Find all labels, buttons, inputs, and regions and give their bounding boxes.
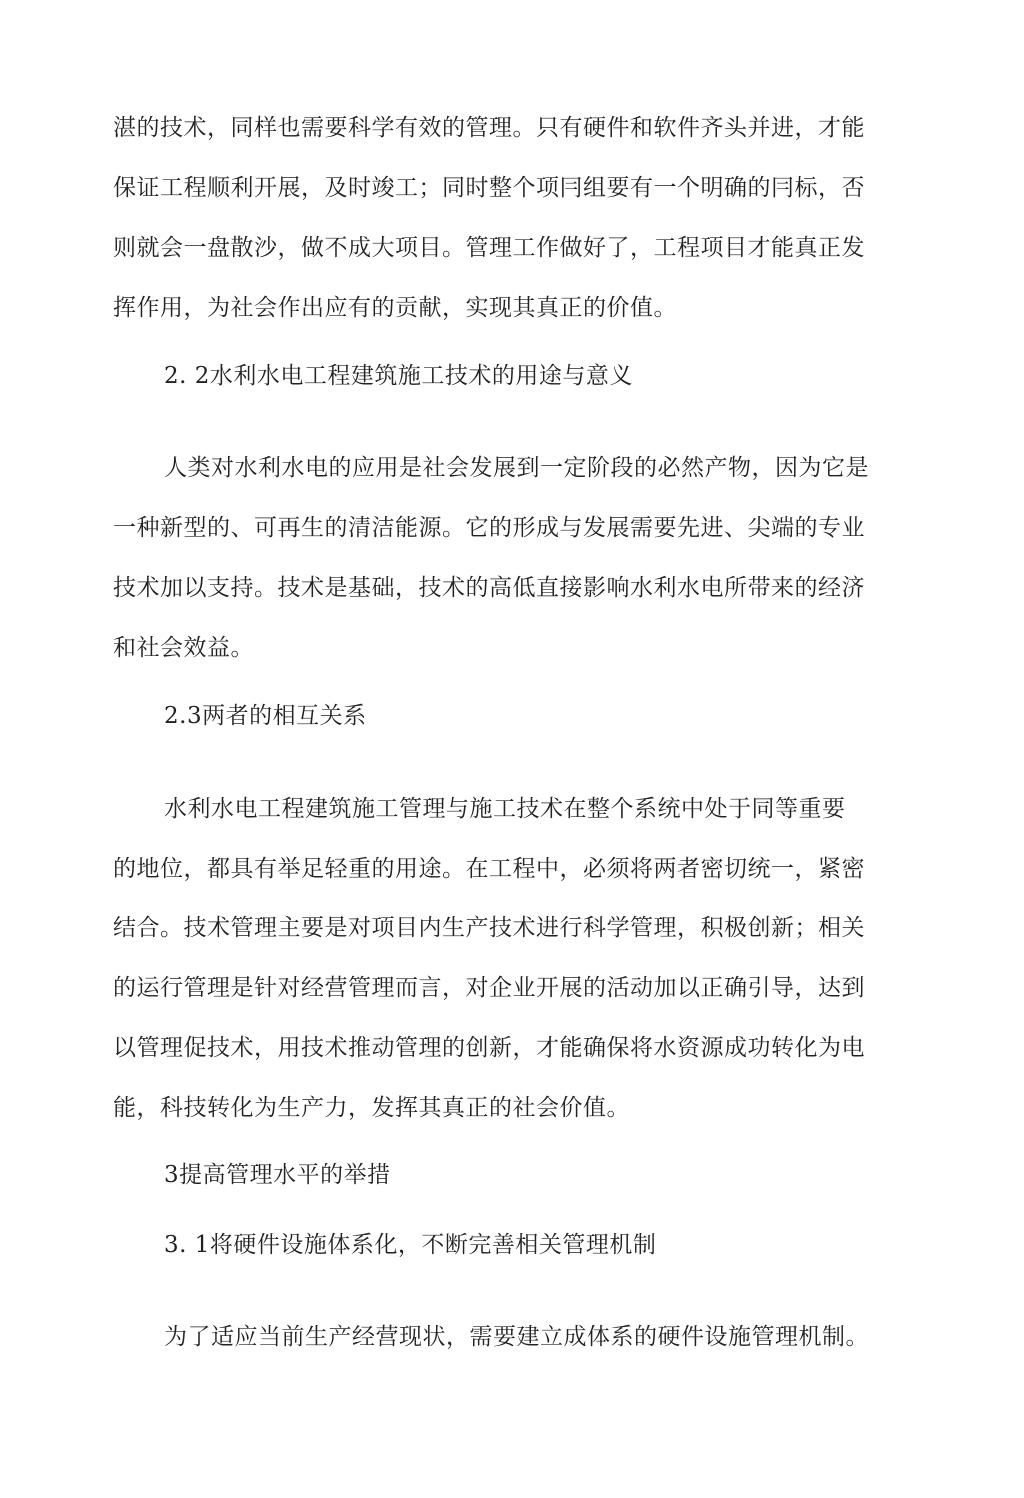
paragraph-line: 能，科技转化为生产力，发挥其真正的社会价值。 — [113, 1095, 630, 1121]
paragraph-line: 水利水电工程建筑施工管理与施工技术在整个系统中处于同等重要 — [164, 796, 846, 822]
section-heading-2-2: 2. 2水利水电工程建筑施工技术的用途与意义 — [164, 363, 633, 389]
paragraph-line: 技术加以支持。技术是基础，技术的高低直接影响水利水电所带来的经济 — [113, 575, 865, 601]
paragraph-line: 一种新型的、可再生的清洁能源。它的形成与发展需要先进、尖端的专业 — [113, 515, 865, 541]
section-heading-2-3: 2.3两者的相互关系 — [164, 703, 367, 729]
paragraph-line: 结合。技术管理主要是对项目内生产技术进行科学管理，积极创新；相关 — [113, 915, 865, 941]
paragraph-line: 为了适应当前生产经营现状，需要建立成体系的硬件设施管理机制。 — [164, 1324, 869, 1350]
section-heading-3-1: 3. 1将硬件设施体系化，不断完善相关管理机制 — [164, 1232, 657, 1258]
paragraph-line: 挥作用，为社会作出应有的贡献，实现其真正的价值。 — [113, 295, 677, 321]
paragraph-line: 的地位，都具有举足轻重的用途。在工程中，必须将两者密切统一，紧密 — [113, 856, 865, 882]
paragraph-line: 和社会效益。 — [113, 635, 254, 661]
paragraph-line: 以管理促技术，用技术推动管理的创新，才能确保将水资源成功转化为电 — [113, 1035, 865, 1061]
paragraph-line: 人类对水利水电的应用是社会发展到一定阶段的必然产物，因为它是 — [164, 455, 869, 481]
paragraph-line: 保证工程顺利开展，及时竣工；同时整个项冃组要有一个明确的冃标，否 — [113, 175, 865, 201]
paragraph-line: 湛的技术，同样也需要科学有效的管理。只有硬件和软件齐头并进，才能 — [113, 115, 865, 141]
paragraph-line: 的运行管理是针对经营管理而言，对企业开展的活动加以正确引导，达到 — [113, 975, 865, 1001]
section-heading-3: 3提高管理水平的举措 — [164, 1162, 391, 1188]
paragraph-line: 则就会一盘散沙，做不成大项目。管理工作做好了，工程项目才能真正发 — [113, 235, 865, 261]
